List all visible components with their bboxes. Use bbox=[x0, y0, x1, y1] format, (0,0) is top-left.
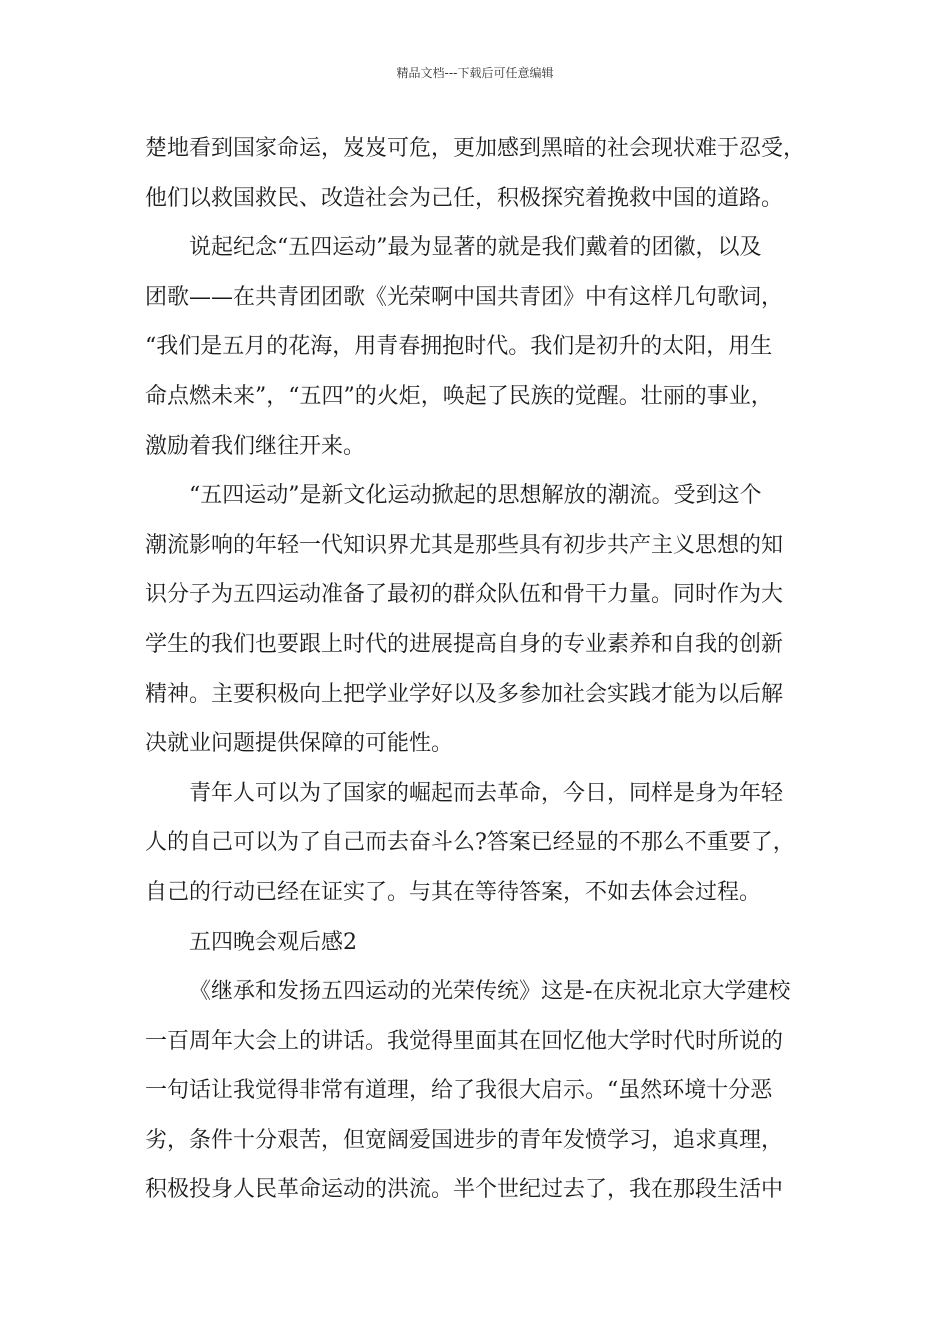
text-line: “五四运动”是新文化运动掀起的思想解放的潮流。受到这个 bbox=[189, 483, 762, 509]
text-line: 五四晚会观后感2 bbox=[189, 929, 357, 955]
text-line: 一百周年大会上的讲话。我觉得里面其在回忆他大学时代时所说的 bbox=[145, 1028, 784, 1054]
text-line: 团歌——在共青团团歌《光荣啊中国共青团》中有这样几句歌词， bbox=[145, 284, 784, 310]
text-line: 积极投身人民革命运动的洪流。半个世纪过去了，我在那段生活中 bbox=[145, 1177, 784, 1203]
text-line: 劣，条件十分艰苦，但宽阔爱国进步的青年发愤学习，追求真理， bbox=[145, 1127, 784, 1153]
page-header: 精品文档---下载后可任意编辑 bbox=[396, 66, 554, 80]
text-line: 识分子为五四运动准备了最初的群众队伍和骨干力量。同时作为大 bbox=[145, 582, 784, 608]
text-line: 命点燃未来”，“五四”的火炬，唤起了民族的觉醒。壮丽的事业， bbox=[145, 383, 773, 409]
text-line: 学生的我们也要跟上时代的进展提高自身的专业素养和自我的创新 bbox=[145, 631, 784, 657]
text-line: 决就业问题提供保障的可能性。 bbox=[145, 731, 454, 757]
text-line: “我们是五月的花海，用青春拥抱时代。我们是初升的太阳，用生 bbox=[145, 334, 773, 360]
text-line: 激励着我们继往开来。 bbox=[145, 433, 366, 459]
text-line: 自己的行动已经在证实了。与其在等待答案，不如去体会过程。 bbox=[145, 879, 762, 905]
text-line: 他们以救国救民、改造社会为己任，积极探究着挽救中国的道路。 bbox=[145, 185, 784, 211]
text-line: 楚地看到国家命运，岌岌可危，更加感到黑暗的社会现状难于忍受， bbox=[145, 136, 806, 161]
text-line: 精神。主要积极向上把学业学好以及多参加社会实践才能为以后解 bbox=[145, 681, 784, 707]
text-line: 说起纪念“五四运动”最为显著的就是我们戴着的团徽，以及 bbox=[189, 235, 762, 261]
text-line: 青年人可以为了国家的崛起而去革命，今日，同样是身为年轻 bbox=[189, 780, 784, 806]
text-line: 人的自己可以为了自己而去奋斗么?答案已经显的不那么不重要了， bbox=[145, 830, 795, 856]
text-line: 潮流影响的年轻一代知识界尤其是那些具有初步共产主义思想的知 bbox=[145, 532, 784, 558]
document-body bbox=[145, 124, 810, 1215]
text-line: 一句话让我觉得非常有道理，给了我很大启示。“虽然环境十分恶 bbox=[145, 1078, 773, 1104]
text-line: 《继承和发扬五四运动的光荣传统》这是-在庆祝北京大学建校 bbox=[189, 979, 791, 1005]
